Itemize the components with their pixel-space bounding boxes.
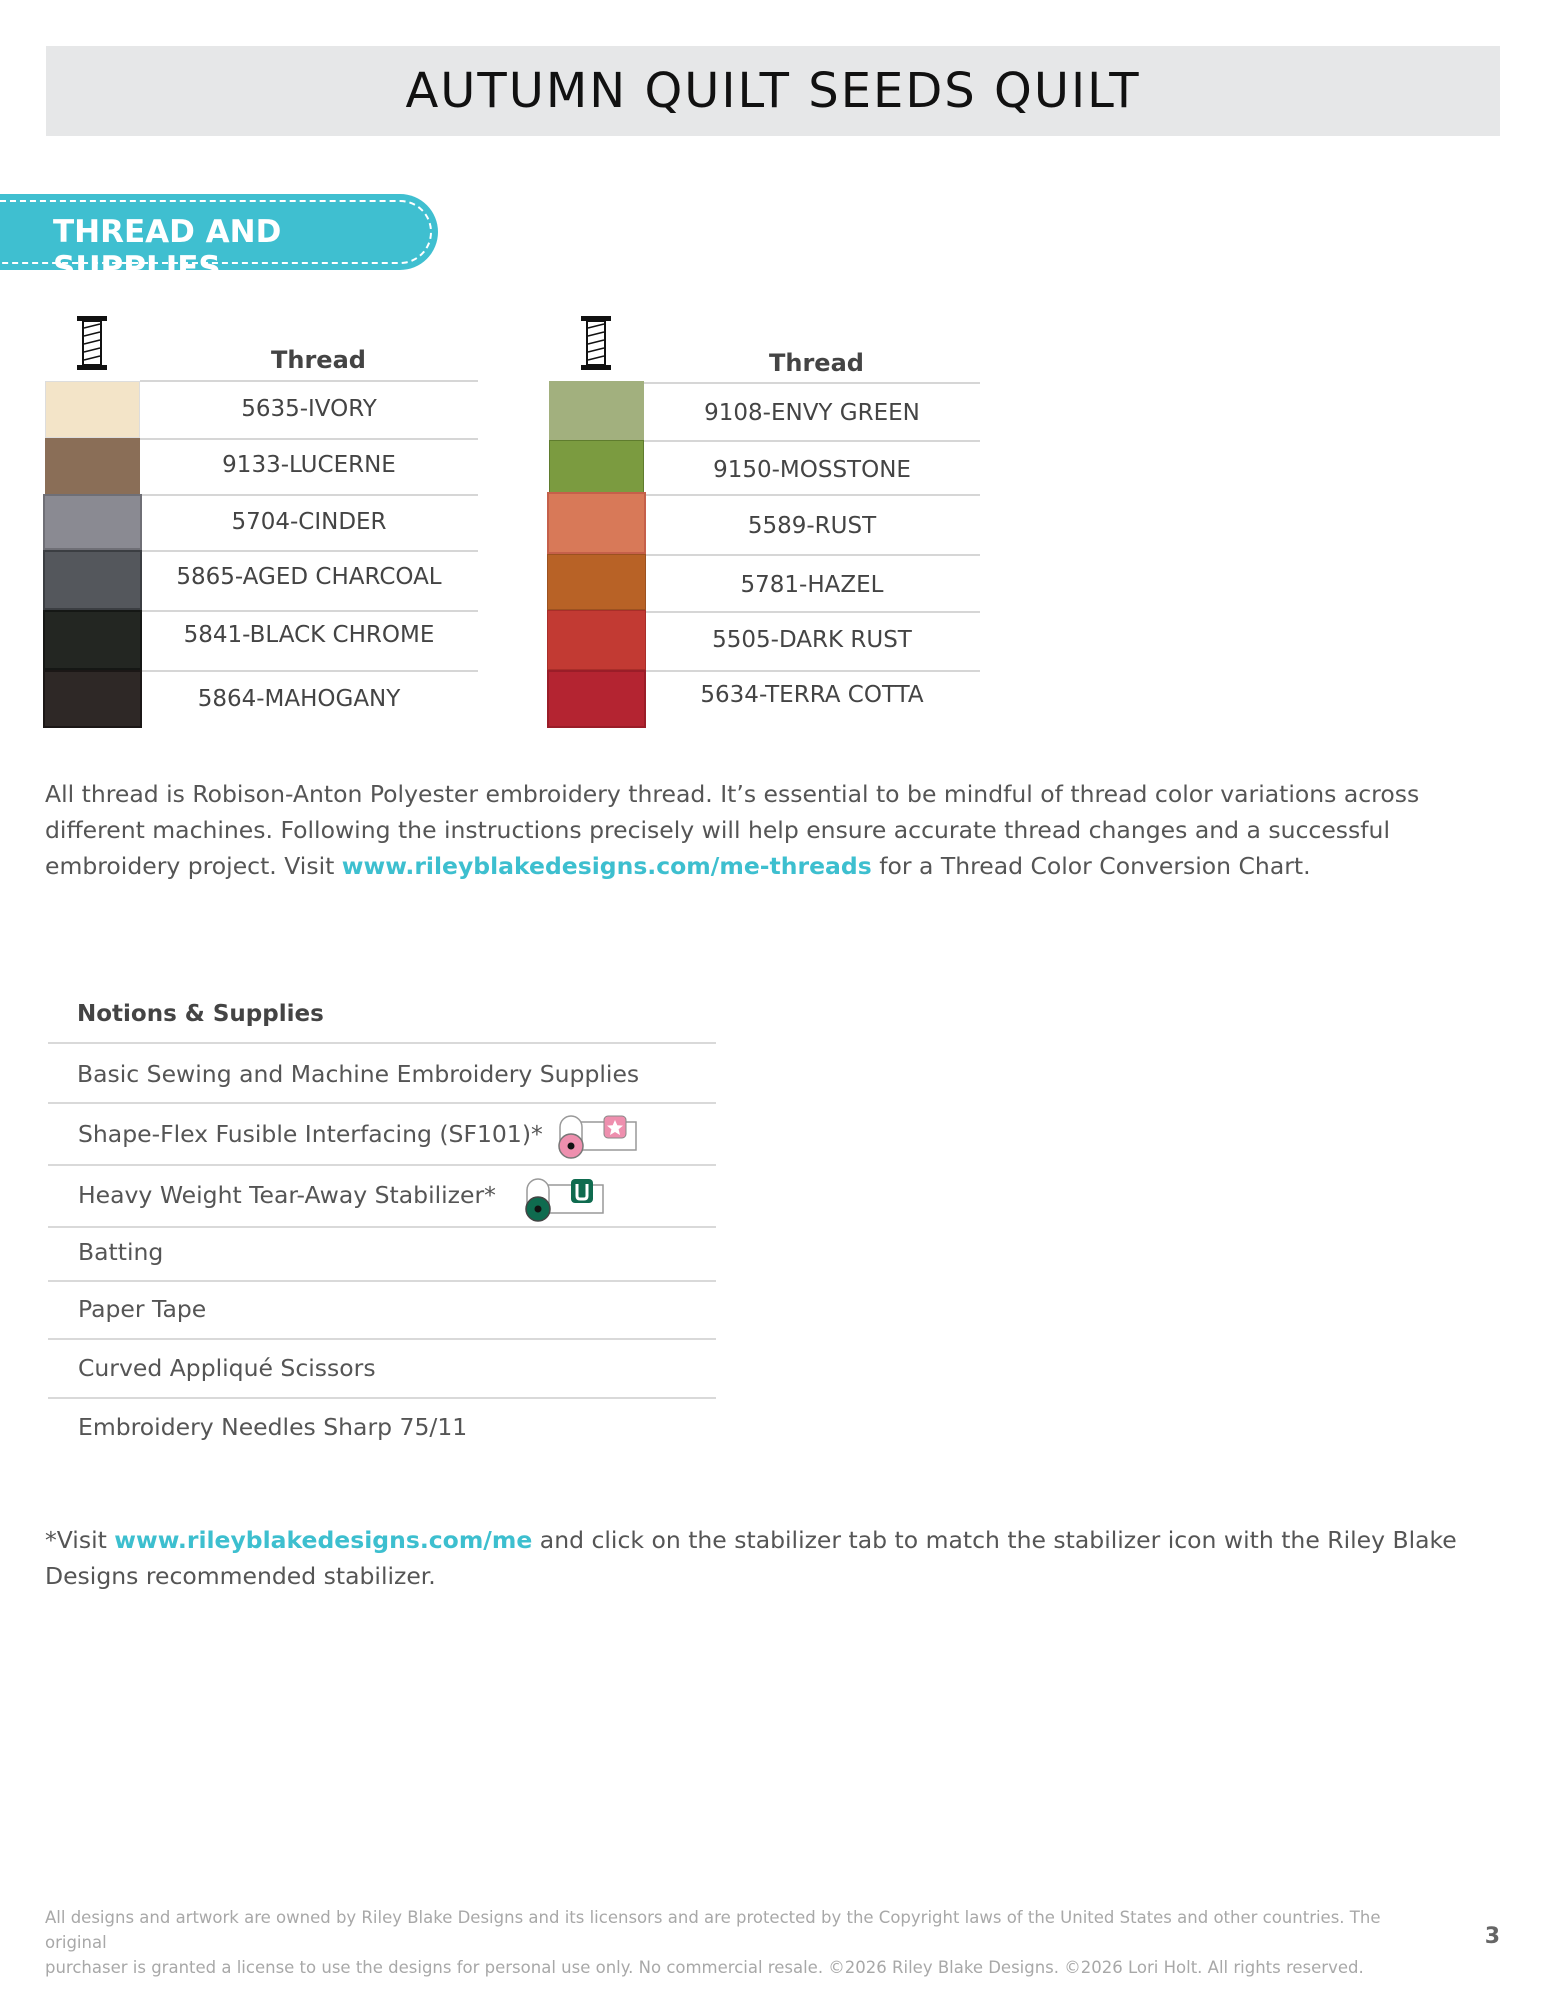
copyright-footer xyxy=(45,1905,1445,1980)
thread-name: 5781-HAZEL xyxy=(740,572,884,598)
swatch-mosstone xyxy=(549,440,644,494)
thread-name: 5841-BLACK CHROME xyxy=(183,622,435,648)
divider xyxy=(48,1102,716,1104)
divider xyxy=(140,550,478,552)
thread-spool-icon xyxy=(580,316,612,370)
pink-star-stabilizer-icon xyxy=(558,1112,638,1160)
swatch-dark-rust xyxy=(547,610,646,670)
copyright-line-1: All designs and artwork are owned by Riley Blake Designs and its licensors and are protected by the Copyright laws of the United States and other countries. The original xyxy=(45,1908,1381,1952)
thread-note-text: All thread is Robison-Anton Polyester embroidery thread. It’s essential to be mindful of thread color variations across different machines. Following the instructions precisely will help ensure accurate thread changes and a successful embroidery project. Visit xyxy=(45,780,1420,880)
swatch-terra-cotta xyxy=(547,670,646,728)
divider xyxy=(140,494,478,496)
divider xyxy=(140,670,478,672)
notion-item: Curved Appliqué Scissors xyxy=(78,1354,376,1382)
notion-item: Basic Sewing and Machine Embroidery Supplies xyxy=(77,1060,640,1088)
thread-note-text-end: for a Thread Color Conversion Chart. xyxy=(871,852,1311,880)
stabilizer-note xyxy=(45,1522,1505,1594)
green-tearaway-stabilizer-icon xyxy=(525,1175,605,1223)
swatch-aged-charcoal xyxy=(43,550,142,610)
thread-name: 9108-ENVY GREEN xyxy=(704,400,920,426)
thread-spool-icon xyxy=(76,316,108,370)
divider xyxy=(644,611,980,613)
thread-note xyxy=(45,776,1505,884)
thread-name: 5635-IVORY xyxy=(241,396,377,422)
notion-item: Paper Tape xyxy=(78,1295,207,1323)
thread-table-right-header: Thread xyxy=(769,349,864,377)
thread-table-left-header: Thread xyxy=(271,346,366,374)
notions-header: Notions & Supplies xyxy=(77,1001,324,1027)
copyright-line-2: purchaser is granted a license to use the designs for personal use only. No commercial resale. ©2026 Riley Blake Designs. ©2026 Lori Holt. All rights reserved. xyxy=(45,1958,1364,1977)
divider xyxy=(644,440,980,442)
page-number: 3 xyxy=(1484,1924,1500,1949)
divider xyxy=(140,610,478,612)
section-tab xyxy=(0,194,438,286)
swatch-cinder xyxy=(43,494,142,550)
divider xyxy=(48,1280,716,1282)
swatch-mahogany xyxy=(43,670,142,728)
divider xyxy=(644,670,980,672)
divider xyxy=(140,438,478,440)
swatch-lucerne xyxy=(45,438,140,494)
thread-name: 5704-CINDER xyxy=(231,509,387,535)
section-tab-label: THREAD AND SUPPLIES xyxy=(53,214,282,286)
thread-conversion-link[interactable]: www.rileyblakedesigns.com/me-threads xyxy=(341,852,872,880)
divider xyxy=(644,494,980,496)
divider xyxy=(644,554,980,556)
notion-item: Shape-Flex Fusible Interfacing (SF101)* xyxy=(78,1120,543,1148)
thread-name: 5864-MAHOGANY xyxy=(197,686,401,712)
stabilizer-note-text-end: and click on the stabilizer tab to match the stabilizer icon with the Riley Blake Designs recommended stabilizer. xyxy=(45,1526,1457,1590)
notion-item: Embroidery Needles Sharp 75/11 xyxy=(78,1413,468,1441)
swatch-ivory xyxy=(45,381,140,438)
divider xyxy=(644,382,980,384)
divider xyxy=(48,1338,716,1340)
thread-name: 5634-TERRA COTTA xyxy=(700,682,924,708)
thread-name: 5589-RUST xyxy=(747,513,877,539)
page-title: AUTUMN QUILT SEEDS QUILT xyxy=(405,63,1141,119)
stabilizer-link[interactable]: www.rileyblakedesigns.com/me xyxy=(114,1526,533,1554)
thread-name: 9133-LUCERNE xyxy=(222,452,396,478)
divider xyxy=(48,1397,716,1399)
divider xyxy=(48,1042,716,1044)
divider xyxy=(48,1164,716,1166)
thread-name: 5505-DARK RUST xyxy=(712,627,912,653)
swatch-black-chrome xyxy=(43,610,142,670)
divider xyxy=(48,1226,716,1228)
swatch-hazel xyxy=(547,554,646,610)
swatch-rust xyxy=(547,492,646,554)
swatch-envy-green xyxy=(549,381,644,440)
notion-item: Batting xyxy=(78,1238,164,1266)
notion-item: Heavy Weight Tear-Away Stabilizer* xyxy=(78,1181,496,1209)
title-bar xyxy=(46,46,1500,136)
thread-name: 9150-MOSSTONE xyxy=(713,457,911,483)
divider xyxy=(140,380,478,382)
thread-name: 5865-AGED CHARCOAL xyxy=(176,564,442,590)
stabilizer-note-text: *Visit xyxy=(45,1526,115,1554)
